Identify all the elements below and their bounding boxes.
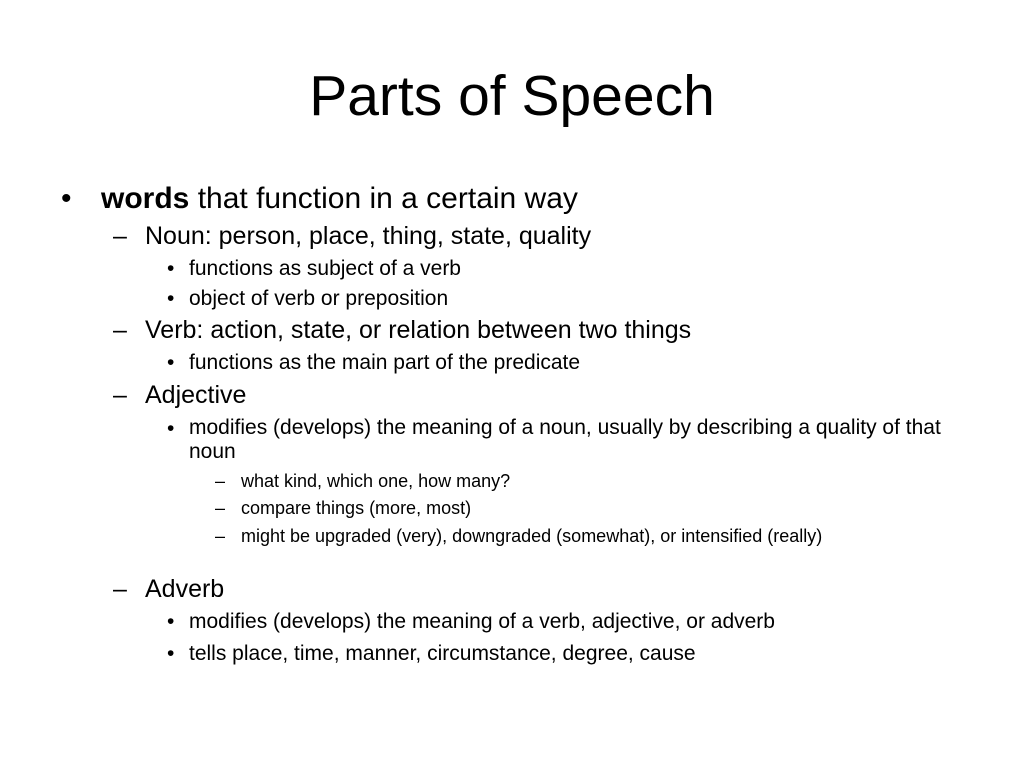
- list-item-adverb: Adverb: [145, 575, 225, 603]
- bullet-icon: •: [167, 351, 175, 374]
- list-item-adjective-detail: compare things (more, most): [241, 498, 472, 518]
- dash-icon: –: [113, 381, 127, 409]
- slide-title: Parts of Speech: [309, 64, 715, 128]
- list-item-text: that function in a certain way: [189, 182, 578, 215]
- bullet-icon: •: [167, 287, 175, 310]
- dash-icon: –: [113, 222, 127, 250]
- list-item-adjective-detail: might be upgraded (very), downgraded (somewhat), or intensified (really): [241, 526, 823, 546]
- list-item-adjective-detail: what kind, which one, how many?: [241, 471, 511, 491]
- list-item-words: [101, 182, 578, 216]
- list-item-verb-sub: functions as the main part of the predicate: [189, 351, 581, 374]
- dash-icon: –: [113, 575, 127, 603]
- dash-icon: –: [215, 498, 226, 518]
- dash-icon: –: [215, 471, 226, 491]
- dash-icon: –: [113, 316, 127, 344]
- bullet-icon: •: [61, 182, 72, 215]
- dash-icon: –: [215, 526, 226, 546]
- list-item-adverb-sub: tells place, time, manner, circumstance, degree, cause: [189, 642, 696, 665]
- list-item-noun: Noun: person, place, thing, state, quality: [145, 222, 592, 250]
- bullet-icon: •: [167, 610, 175, 633]
- list-item-adverb-sub: modifies (develops) the meaning of a verb, adjective, or adverb: [189, 610, 775, 633]
- bullet-icon: •: [167, 642, 175, 665]
- bold-term: words: [101, 182, 190, 215]
- list-item-adjective: Adjective: [145, 381, 247, 409]
- list-item-noun-sub: functions as subject of a verb: [189, 257, 461, 280]
- list-item-noun-sub: object of verb or preposition: [189, 287, 449, 310]
- bullet-icon: •: [167, 257, 175, 280]
- bullet-icon: •: [167, 417, 175, 440]
- list-item-verb: Verb: action, state, or relation between two things: [145, 316, 692, 344]
- list-item-adjective-sub: modifies (develops) the meaning of a noun, usually by describing a quality of that noun: [189, 416, 941, 463]
